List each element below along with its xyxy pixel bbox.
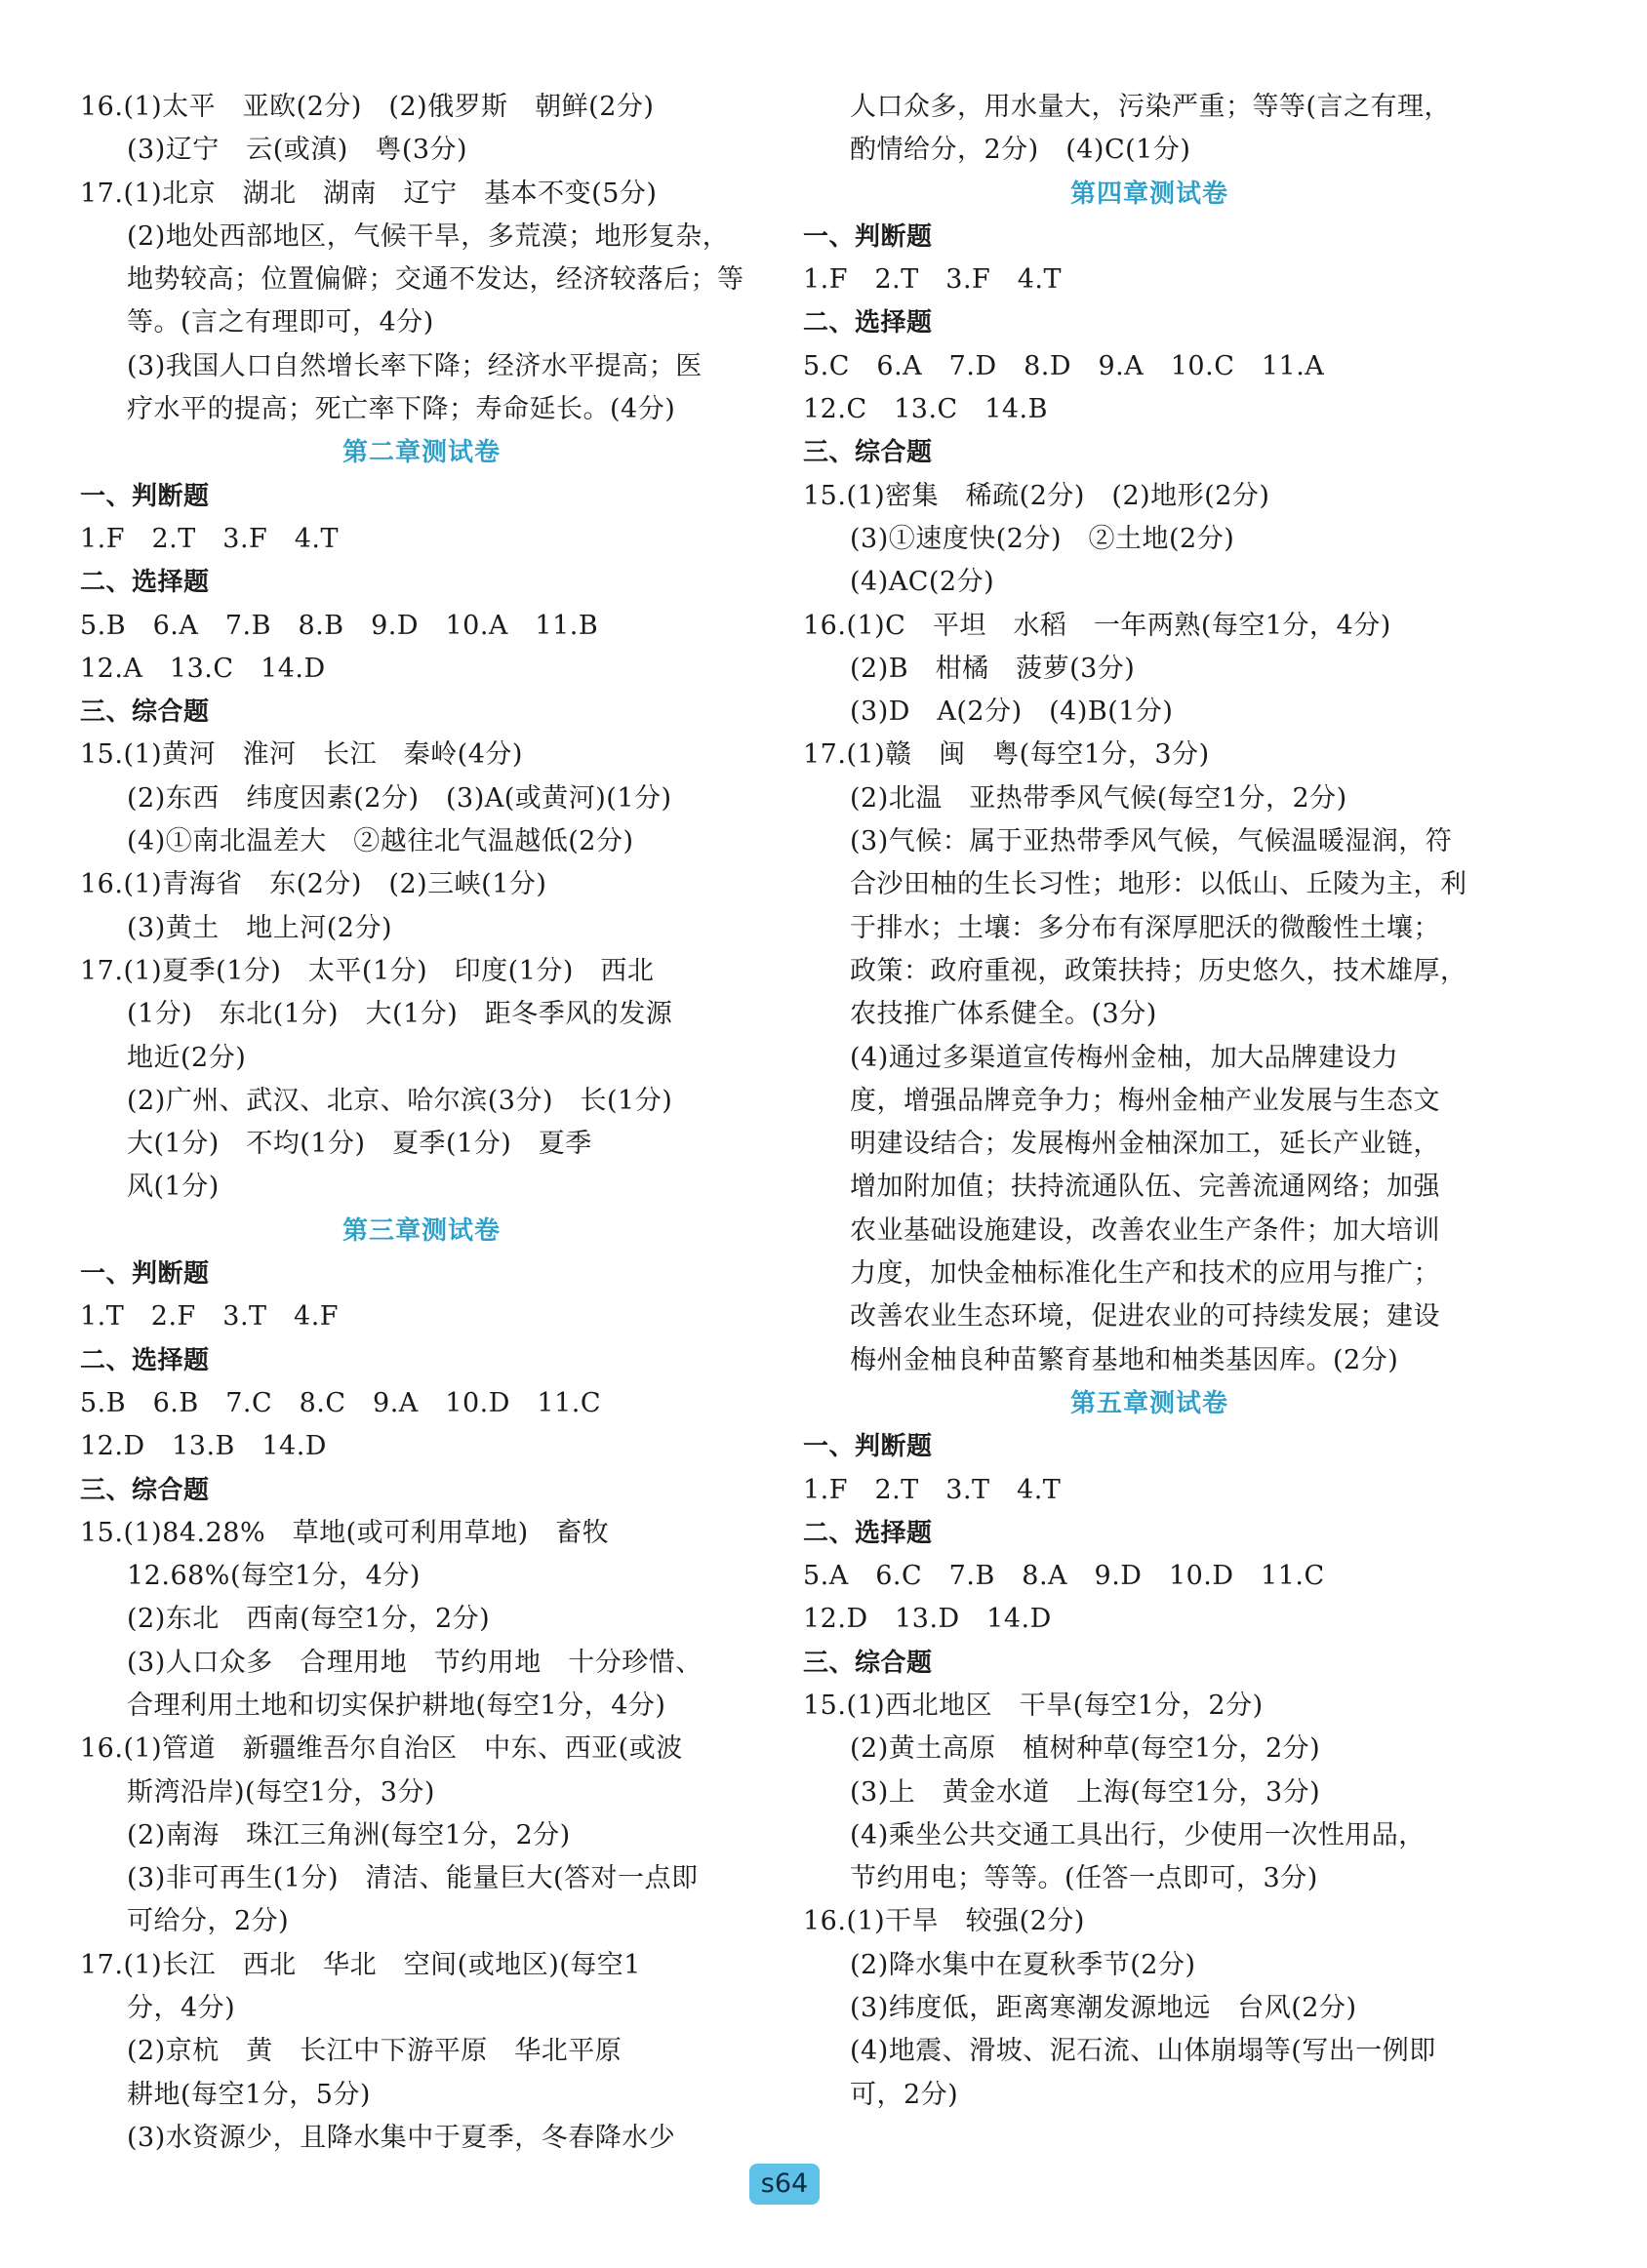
answer-line: (3)气候：属于亚热带季风气候，气候温暖湿润，符: [850, 826, 1453, 857]
answer-line: 增加附加值；扶持流通队伍、完善流通网络；加强: [850, 1172, 1440, 1203]
answer-line: 明建设结合；发展梅州金柚深加工，延长产业链，: [850, 1129, 1440, 1160]
chapter-title: 第二章测试卷: [341, 438, 501, 468]
answer-line: 5.A 6.C 7.B 8.A 9.D 10.D 11.C: [803, 1561, 1325, 1592]
answer-line: 地近(2分): [127, 1042, 247, 1073]
section-heading: 二、选择题: [803, 1518, 933, 1548]
answer-line: (2)地处西部地区，气候干旱，多荒漠；地形复杂，: [127, 220, 730, 252]
answer-line: 16.(1)青海省 东(2分) (2)三峡(1分): [80, 869, 547, 900]
section-heading: 三、综合题: [80, 1475, 210, 1505]
answer-line: 政策：政府重视，政策扶持；历史悠久，技术雄厚，: [850, 955, 1467, 986]
answer-line: (3)①速度快(2分) ②土地(2分): [850, 523, 1235, 554]
answer-line: (2)京杭 黄 长江中下游平原 华北平原: [127, 2036, 623, 2067]
answer-line: 度，增强品牌竞争力；梅州金柚产业发展与生态文: [850, 1085, 1440, 1116]
left-column: [80, 86, 763, 2160]
answer-line: 15.(1)黄河 淮河 长江 秦岭(4分): [80, 739, 523, 771]
answer-line: 5.B 6.B 7.C 8.C 9.A 10.D 11.C: [80, 1387, 601, 1418]
answer-line: (4)乘坐公共交通工具出行，少使用一次性用品，: [850, 1819, 1426, 1850]
answer-line: (2)广州、武汉、北京、哈尔滨(3分) 长(1分): [127, 1085, 673, 1116]
section-heading: 二、选择题: [80, 568, 210, 598]
answer-line: (3)我国人口自然增长率下降；经济水平提高；医: [127, 350, 703, 381]
answer-line: 可，2分): [850, 2079, 959, 2110]
section-heading: 一、判断题: [803, 1432, 933, 1462]
answer-line: (2)北温 亚热带季风气候(每空1分，2分): [850, 782, 1347, 814]
answer-line: 5.C 6.A 7.D 8.D 9.A 10.C 11.A: [803, 350, 1325, 381]
answer-line: 大(1分) 不均(1分) 夏季(1分) 夏季: [127, 1129, 592, 1160]
answer-line: 耕地(每空1分，5分): [127, 2079, 371, 2110]
section-heading: 一、判断题: [803, 221, 933, 252]
page-number: s64: [749, 2164, 820, 2205]
answer-line: 17.(1)夏季(1分) 太平(1分) 印度(1分) 西北: [80, 955, 655, 986]
answer-line: 合沙田柚的生长习性；地形：以低山、丘陵为主，利: [850, 869, 1467, 900]
answer-line: 农技推广体系健全。(3分): [850, 999, 1157, 1030]
answer-line: 分，4分): [127, 1993, 236, 2024]
answer-line: 1.F 2.T 3.T 4.T: [803, 1474, 1062, 1505]
answer-line: 17.(1)长江 西北 华北 空间(或地区)(每空1: [80, 1949, 641, 1980]
answer-line: (3)纬度低，距离寒潮发源地远 台风(2分): [850, 1993, 1357, 2024]
answer-line: 酌情给分，2分) (4)C(1分): [850, 135, 1191, 166]
answer-line: 农业基础设施建设，改善农业生产条件；加大培训: [850, 1214, 1440, 1246]
answer-line: (2)黄土高原 植树种草(每空1分，2分): [850, 1733, 1321, 1765]
answer-line: (3)辽宁 云(或滇) 粤(3分): [127, 135, 468, 166]
answer-line: 16.(1)干旱 较强(2分): [803, 1906, 1085, 1937]
answer-line: (2)B 柑橘 菠萝(3分): [850, 653, 1136, 684]
answer-line: 15.(1)西北地区 干旱(每空1分，2分): [803, 1690, 1264, 1721]
answer-line: 1.F 2.T 3.F 4.T: [80, 523, 340, 554]
answer-line: 风(1分): [127, 1172, 220, 1203]
answer-line: 12.A 13.C 14.D: [80, 653, 326, 684]
answer-line: 等。(言之有理即可，4分): [127, 307, 434, 338]
answer-line: (3)人口众多 合理用地 节约用地 十分珍惜、: [127, 1647, 703, 1678]
answer-line: 1.F 2.T 3.F 4.T: [803, 264, 1063, 296]
answer-line: 疗水平的提高；死亡率下降；寿命延长。(4分): [127, 394, 676, 425]
answer-line: 合理利用土地和切实保护耕地(每空1分，4分): [127, 1690, 666, 1721]
answer-line: 16.(1)太平 亚欧(2分) (2)俄罗斯 朝鲜(2分): [80, 92, 655, 122]
answer-line: 斯湾沿岸)(每空1分，3分): [127, 1776, 435, 1808]
answer-line: 15.(1)密集 稀疏(2分) (2)地形(2分): [803, 480, 1270, 511]
answer-line: 改善农业生态环境，促进农业的可持续发展；建设: [850, 1301, 1440, 1333]
answer-line: 力度，加快金柚标准化生产和技术的应用与推广；: [850, 1258, 1440, 1290]
answer-line: (3)非可再生(1分) 清洁、能量巨大(答对一点即: [127, 1863, 699, 1894]
chapter-title: 第四章测试卷: [1069, 179, 1228, 209]
answer-line: (2)南海 珠江三角洲(每空1分，2分): [127, 1819, 571, 1850]
answer-line: (2)东西 纬度因素(2分) (3)A(或黄河)(1分): [127, 782, 672, 814]
section-heading: 三、综合题: [803, 1648, 933, 1678]
answer-line: 1.T 2.F 3.T 4.F: [80, 1301, 340, 1333]
section-heading: 二、选择题: [803, 308, 933, 338]
answer-line: 12.C 13.C 14.B: [803, 394, 1048, 425]
answer-line: 16.(1)C 平坦 水稻 一年两熟(每空1分，4分): [803, 610, 1391, 641]
answer-line: 17.(1)北京 湖北 湖南 辽宁 基本不变(5分): [80, 178, 658, 209]
answer-line: 人口众多，用水量大，污染严重；等等(言之有理，: [850, 92, 1452, 122]
answer-line: 5.B 6.A 7.B 8.B 9.D 10.A 11.B: [80, 610, 599, 641]
answer-line: 节约用电；等等。(任答一点即可，3分): [850, 1863, 1318, 1894]
answer-line: (3)水资源少，且降水集中于夏季，冬春降水少: [127, 2122, 676, 2153]
answer-line: (2)降水集中在夏秋季节(2分): [850, 1949, 1196, 1980]
answer-line: (3)上 黄金水道 上海(每空1分，3分): [850, 1776, 1321, 1808]
right-column: [803, 86, 1496, 2117]
answer-line: (4)地震、滑坡、泥石流、山体崩塌等(写出一例即: [850, 2036, 1436, 2067]
answer-line: 12.D 13.D 14.D: [803, 1604, 1052, 1635]
answer-line: 17.(1)赣 闽 粤(每空1分，3分): [803, 739, 1210, 771]
section-heading: 一、判断题: [80, 481, 210, 511]
section-heading: 三、综合题: [803, 438, 933, 468]
answer-line: (2)东北 西南(每空1分，2分): [127, 1604, 491, 1635]
chapter-title: 第五章测试卷: [1069, 1388, 1228, 1418]
answer-line: (4)①南北温差大 ②越往北气温越低(2分): [127, 826, 634, 857]
answer-line: 12.68%(每空1分，4分): [127, 1561, 421, 1592]
answer-line: 于排水；土壤：多分布有深厚肥沃的微酸性土壤；: [850, 912, 1440, 943]
answer-line: (4)AC(2分): [850, 567, 995, 598]
answer-line: (3)D A(2分) (4)B(1分): [850, 696, 1174, 728]
answer-line: 12.D 13.B 14.D: [80, 1431, 327, 1462]
answer-line: 地势较高；位置偏僻；交通不发达，经济较落后；等: [127, 264, 744, 296]
answer-line: (4)通过多渠道宣传梅州金柚，加大品牌建设力: [850, 1042, 1399, 1073]
answer-line: 15.(1)84.28% 草地(或可利用草地) 畜牧: [80, 1517, 610, 1548]
answer-line: (1分) 东北(1分) 大(1分) 距冬季风的发源: [127, 999, 673, 1030]
chapter-title: 第三章测试卷: [341, 1215, 501, 1246]
answer-line: 可给分，2分): [127, 1906, 290, 1937]
section-heading: 二、选择题: [80, 1345, 210, 1375]
answer-line: 梅州金柚良种苗繁育基地和柚类基因库。(2分): [850, 1344, 1399, 1375]
section-heading: 三、综合题: [80, 697, 210, 728]
answer-line: (3)黄土 地上河(2分): [127, 912, 392, 943]
answer-line: 16.(1)管道 新疆维吾尔自治区 中东、西亚(或波: [80, 1733, 683, 1765]
section-heading: 一、判断题: [80, 1259, 210, 1290]
